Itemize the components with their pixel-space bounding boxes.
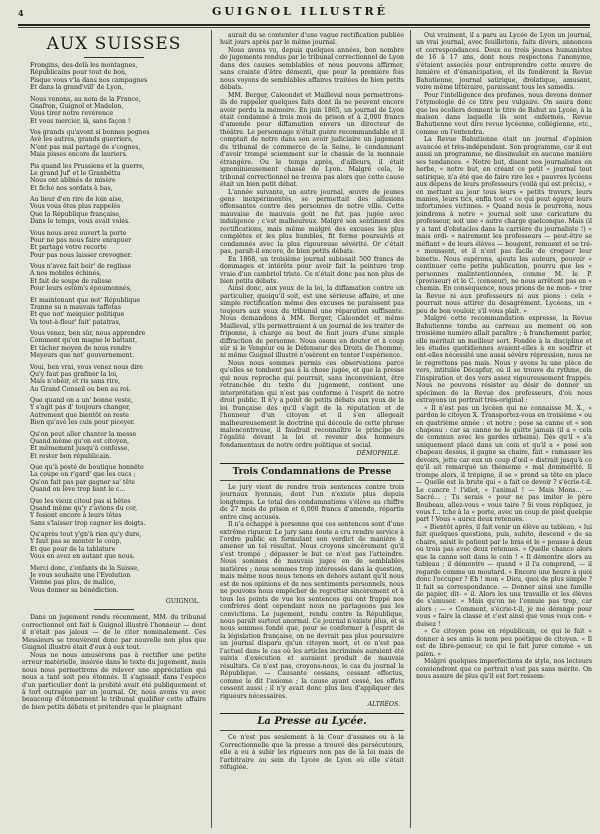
- poem-line: Vous n'avez fait boir' de reglisse: [30, 263, 132, 270]
- poem-stanza: [22, 364, 206, 394]
- poem-line: A nos mobiles échinés,: [30, 270, 102, 278]
- poem-line: Nous ont abîmés de misère: [30, 177, 116, 185]
- poem-line: Pisque vous v'la dans nos campagnes: [30, 76, 148, 84]
- poem-line: Vos grands qu'avont si bonnes pognes: [30, 129, 150, 136]
- poem-line: N'ont pas mal partagé de s'cognes,: [30, 143, 141, 151]
- poem-title: AUX SUISSES: [46, 34, 182, 54]
- poem-stanza: [22, 129, 206, 159]
- masthead-title: GUIGNOL ILLUSTRÉ: [212, 5, 388, 18]
- article-signature: DÉMOPHILE.: [356, 450, 400, 458]
- poem-line: Avè les autres, grands guerriers,: [30, 136, 133, 144]
- article-signature: ALTRÉOS.: [367, 700, 400, 708]
- poem-stanza: [22, 96, 206, 126]
- poem-line: Vous vous êtes plus rappelés: [30, 203, 121, 211]
- paragraph: MM. Berger, Caleondet et Mailleval nous permettrons-ils de rappeler quelques faits dont ils ne peuvent encore avoir perdu la mémoire. En juin 1865, un journal de Lyon était condamné à trois mois de prison et à 2,000 francs d'amende pour diffamation envers un directeur de théâtre. Le personnage n'était guère recommandable et il comptait de notre dans son avoir judiciaire un jugement du tribunal de commerce de la Seine, le condamnant d'avoir trompé sciemment sur le chassie de la monnaie étrangère. Ou le temps après, d'ailleurs, il était ignominieusement chassé de Lyon. Malgré cela, le tribunal correctionnel ne trouva pas alors que cette cause était un bien petit débat.: [220, 91, 404, 189]
- poem-line: Et rester bon républicain.: [30, 452, 112, 460]
- header-rule: [18, 24, 590, 26]
- poem-line: Pour leurs estôm's époumonnés,: [30, 285, 132, 293]
- poem-line: Bien qu'avè les cuis pour piceyer.: [30, 419, 136, 427]
- column-divider: [410, 30, 411, 828]
- poem-line: Y fesiont encore à leurs têtes: [30, 512, 122, 520]
- column-3: [416, 32, 592, 828]
- poem-line: Vienne pas plus, de malice,: [30, 579, 116, 587]
- paragraph: « Ce citoyen pose en républicain, ce qui le fait « donner à ses amis le nom peu poétique de citoyen. « Il est de libre-penseur, ce qui le fait jurer comme « un païen. »: [416, 628, 592, 658]
- poem-line: Et vous mercier, là, sans façon !: [30, 117, 131, 125]
- poem-line: Je vous souhaite une l'Evolution: [30, 571, 131, 579]
- poem-line: Le grand Juf' et le Granbêtta: [30, 169, 121, 177]
- column-2: [220, 32, 404, 828]
- paragraph: « Il n'est pas un lycéen qui ne connaisse M. X., « pardon le citoyen X. Transportez-vous en troisième « ou en quatrième année : et notre ; pose sa canne et « son chapeau : car sa canne ne le quitte jamais (il a « cela de commun avec les gardes urbains). Dès qu'il « s'a uniquement placé dans un coin et qu'il a « posé son chapeau dessus, il gagne sa chaire, fait « ramasser les devoirs, jette car eux un coup d'œil « distrait jusqu'à ce qu'il ait remarqué un thèmeme « mal dommérité. Il trompe alors, il trépigne, il se « prend sa tête en place — Quelle est la brute qui « a fait ce devoir ? s'écrie-t-il. Le cancre ! l'idiot, « l'animal ! — Mais Mons... — Sacré... ; Tu serais « pour ne pas imiter le père Boubeau, allez-vous « vous taire ? Si vous répliquez, je vous f... tche à la « porte, avec un coup de pied quelque part ! Vous « aurez deux retenues.: [416, 404, 592, 524]
- paragraph: Malgré quelques imperfections de style, nos lecteurs conviendront que ce portrait n'est pas sans mérite. On nous assure de plus qu'il est fort ressem-: [416, 658, 592, 680]
- poem-line: Quand on lève trop liant le c...: [30, 486, 126, 494]
- poem-line: Vous venez, ben sûr, nous apprendre: [30, 330, 146, 337]
- separator: [94, 609, 134, 610]
- paragraph: En 1868, un troisième journal subissait 500 francs de dommages et intérêts pour avoir fait la peinture trop vraie d'un cambriol triste. Ce n'était donc pas non plus de bien petits débats.: [220, 255, 404, 285]
- poem-line: Vous en avez en autant que nous.: [30, 553, 135, 561]
- poem-stanza: [22, 163, 206, 193]
- section-title-presse-lycee: La Presse au Lycée.: [220, 713, 404, 731]
- column-divider: [211, 30, 212, 828]
- poem-line: Au Grand Conseil ou ben au roi.: [30, 385, 131, 393]
- poem-line: Et mêmement jusqu'à confesse,: [30, 445, 130, 453]
- poem-line: Au lieur d'en rire de loin aise,: [30, 196, 124, 203]
- poem-line: Républicains pour tout de bon,: [30, 69, 127, 77]
- paragraph: Nous ne nous amusèrons pas à rectifier une petite erreur matérielle, insérée dans le texte du jugement, mais nous nous permettrons de relever une appréciation qui nous a tant soit peu étonnés. Il s'agissait dans l'espèce d'un particulier dont la probité avait été publiquement et à tort outragée par un journal. Or, nous avons vu avec beaucoup d'étonnement le tribunal qualifier cette affaire de bien petits débats et prétendre que le plaignant: [22, 651, 206, 711]
- paragraph: « Bientôt après, il fait venir un élève au tableau, « lui fait quelques questions, puis, subito, descend « de sa chaire, saisit le patient par le bras et le « pousse à deux ou trois pas avec deux retenues. « Quelle chance alors que la canne soit dans le coin ! « Il démontre alors au tableau ; il démontre — quand « il l'a comprend, — il regarde comme un moutard. « Encore une heure à quoi donc l'occuper ? Eh ! mon « Dieu, quoi de plus simple ? Il fait sa correspondance. — Donner ainsi une famille de papier, dit- « il. Alors les uns travaille et les élèves de s'amuser. « Mais qu'on ne l'ennuie pas trop, car alors : — « Comment, s'écrie-t-il, je me dérange pour vous « faire la classe et c'est ainsi que vous vous con- « duisez !: [416, 523, 592, 628]
- poem-line: Dans le temps, vous avait volés.: [30, 218, 131, 226]
- poem-line: Que les vieux citoul pas si bêtes: [30, 497, 131, 505]
- poem-line: Et que pour de la tablature: [30, 545, 116, 553]
- column-1: [22, 32, 206, 828]
- poem-stanza: [22, 464, 206, 494]
- poem-line: Comment qu'on magne le battant,: [30, 337, 138, 345]
- poem-line: Qu'on fait pas par gagner sa' tête: [30, 478, 136, 486]
- paragraph: Le jury vient de rendre trois sentences contre trois journaux lyonnais, dont l'un n'existe plus depuis longtemps. Le total des condamnations s'élève au chiffre de 27 mois de prison et 6,000 francs d'amende, répartis entre cinq accusés.: [220, 483, 404, 521]
- paragraph: aurait du se contenter d'une vague rectification publiée huit jours après par le même journal.: [220, 32, 404, 47]
- poem-line: Qu'y faut pas grafiner la loi,: [30, 370, 119, 378]
- poem-stanza: [22, 330, 206, 360]
- paragraph: L'année suivante, un autre journal, œuvre de jeunes gens inexpérimentés, se permettait des allusions offensantes contre des personnes de notre ville. Cette mauvaise de mauvais goût ne fut pas jugée avec indulgence ; c'est malheureux. Malgré son sentiment des rectifications, mais même malgré des excuses les plus complètes et les plus humbles, fit ferme poursuivis et condamnés avec la plus rigoureuse sévérité. Or c'était pas, paraît-il encore, de bien petits débats.: [220, 188, 404, 256]
- poem-line: Mais n'obéir, et ris sans rire,: [30, 378, 121, 386]
- poem-stanza: [22, 498, 206, 528]
- poem-line: Pour pas nous laisser crevogner.: [30, 251, 132, 259]
- poem-line: Que qu'à posté de boutique honnête: [30, 464, 144, 471]
- poem-line: Quand même qu'on est citoyen,: [30, 437, 130, 445]
- article-condamnations: [220, 484, 404, 700]
- poem-line: Et partagé votre recorte: [30, 244, 107, 252]
- poem-line: Mais pisses encore de lauriers.: [30, 151, 128, 159]
- paragraph: Ce n'est pas seulement à la Cour d'assises ou à la Correctionnelle que la presse a trouvé des persécuteurs, elle a eu à subir les rigueurs non pas de la loi mais de l'arbitraire au sein du Lycée de Lyon où elle s'était réfugiée.: [220, 734, 404, 772]
- poem-line: Nous venons, au nom de la France,: [30, 95, 141, 103]
- poem-line: Que quand on a un' bonne veste,: [30, 397, 133, 404]
- poem-line: Y s'agit pas d' toujours changer,: [30, 404, 131, 412]
- article-jugement: [22, 614, 206, 711]
- article-jugement-continued: [220, 32, 404, 449]
- poem-stanza: [22, 297, 206, 327]
- poem-line: Sans s'laisser trop cagner les doigts.: [30, 519, 146, 527]
- poem-line: Y faut pas se monter le coup,: [30, 538, 122, 546]
- header-rule-thin: [18, 27, 590, 28]
- poem-stanza: [22, 397, 206, 427]
- poem-stanza: [22, 62, 206, 92]
- poem-line: Tranne su n mauvais taffetas: [30, 303, 121, 311]
- article-presse-lycee: [220, 734, 404, 771]
- poem-stanza: [22, 565, 206, 595]
- poem-line: Merci donc, z'enfants de la Suisse,: [30, 564, 140, 572]
- title-rule: [84, 57, 144, 58]
- poem-line: Autrement que bientôt on reste: [30, 411, 129, 419]
- poem-line: Pis quand les Prussiens et la guerre,: [30, 162, 145, 170]
- poem-line: Vous nous avez ouvert la porte: [30, 229, 127, 237]
- poem-line: Frongins, des-delà les montagnes,: [30, 62, 138, 69]
- poem-line: Pour ne pas nous faire enrapuer: [30, 236, 132, 244]
- poem-line: La coupe on r'gard' que les cucs ;: [30, 471, 136, 479]
- poem-line: Vous donner sa bénédiction.: [30, 586, 119, 594]
- poem-line: Et fait de soupe de ralisse: [30, 277, 112, 285]
- poem-stanza: [22, 263, 206, 293]
- poem-stanza: [22, 531, 206, 561]
- paragraph: Nous nous sommes permis ces observations parce qu'elles se tombent pas à la chose jugée, et que la presse qui nous reproche qui pourrait, sans inconvénient, être retranchée du texte du jugement, contient une interprétation qui n'est pas conforme à l'esprit de notre droit public. Il n'y a point de petits débats aux yeux de la loi française dès qu'il s'agit de la réputation et de l'honneur d'un citoyen et il s'en allegeait malheureusement le doctrine qui découle de cette phrase malencontreuse, il faudrait reconnaître le principe de l'égalité devant la loi et revenir des honneurs fondamentaux de notre ordre politique et social.: [220, 359, 404, 449]
- paragraph: Ainsi donc, aux yeux de la loi, la diffamation contre un particulier, quoiqu'il soit, est une sérieuse affaire, et une simple rectification même des excuses ne paraissent pas toujours aux yeux du tribunal une réparation suffisante. Nous demandons à MM. Berger, Caleondet et même Mailleval, s'ils permettraient à un journal de les traiter de friponne, à charge au bout de huit jours d'une simple diffraction de personne. Nous osons en douter et à coup sûr si le Vengeur ou le Défenseur des Droits de l'homme, ni même Guignol illustré n'osèrent en tenter l'expérience.: [220, 285, 404, 360]
- poem-stanza: [22, 230, 206, 260]
- section-title-condamnations: Trois Condamnations de Presse: [220, 463, 404, 481]
- poem-line: Et que not' meiquier politique: [30, 311, 125, 319]
- paragraph: La Revue Bahutienne était un journal d'opinion avancée et très-indépendant. Son programme, car il eut aussi un programme, ne dissimulait en aucune manière ses tendances. « Notre but, disent nos journalistes en herbe, « notre but, en créant ce petit « journal tout satirique, n'a été que de faire rire les « pauvres lycéens aux dépens de leurs professeurs (voilà qui est précis), « en mettant au jour tous leurs « petits travers, leurs manies, leurs tics, enfin tout « ce qui peut égayer leurs infortunées victimes. « Quand nous le pourrons, nous joindrons à notre « journal soit une caricature du professeur, soit une « autre charge quelconque. Mais (il y a tant d'obstacles dans la carrière du journaliste !) « mais ordi- « nairement les professeurs — peut-être se méfiant « de leurs élèves — bougent, remuent et se tré- « moussent, et il n'est pas facile de croquer leur binette. Nous espérons, ajouts les auteurs, pouvoir « continuer cette petite publication, pourvu que les « personnes malintentionnées, comme M. le P. (proviseur) et le C. (censeur), ne nous arrêtent pas en « chemin. En conséquence, nous prions de ne mon- « trer la Revue ni aux professeurs ni aux pions : cela « pourrait nous attirer du désagrément. Lycéens, un « peu de bon vouloir, s'il vous plaît. »: [416, 136, 592, 315]
- poem-line: Meyeurs que not' gouvernement.: [30, 352, 135, 360]
- poem-line: Et dans la grand'vill' de Lyon,: [30, 84, 124, 92]
- poem-line: Gnafron, Guignol et Madelon,: [30, 102, 124, 110]
- paragraph: Malgré cette recommandation expresse, la Revue Bahutienne tomba au carreau au moment où son troisième numéro allait paraître ; à franchement parler, elle méritait un meilleur sort. Fondée à la discipline et les études quotidiennes avaient-elles à en souffrir et ont-elles nécessité une aussi sévère répression, nous ne le regrettons pas mais. Nous y avons lu une pièce de vers, intitulée Décapfur, où il se trouve du rythme, de l'inspiration et des vers assez vigoureusement frappés. Nous ne pouvons résister au désir de donner un spécimen de la Revue des professeurs, d'où nous extrayons un portrait très-original :: [416, 315, 592, 405]
- paragraph: Nous avons vu, depuis quelques années, bon nombre de jugements rendus par le tribunal correctionnel de Lyon dans des causes semblables et nous pouvons affirmer, sans crainte d'être démenti, que pour la première fois nous voyons de semblables affaires traitées de bien petits débats.: [220, 46, 404, 92]
- poem-stanza: [22, 431, 206, 461]
- poem-line: Vous tirer notre revérence: [30, 110, 114, 118]
- poem-line: Et fiché nos sordats à bas,: [30, 184, 113, 192]
- paragraph: Dans un jugement rendu récemment, MM. du tribunal correctionnel ont fait à Guignol illustré l'honneur — dont il n'était pas jaloux — de le citer nominalement. Ces Messieurs se trouvèrent donc par nouvelle non plus que Guignol illustré était d'eux à eux tout.: [22, 614, 206, 652]
- poem-line: Et maintenant que not' République: [30, 296, 140, 304]
- poem-stanza: [22, 196, 206, 226]
- poem-line: Voui, ben vrai, vous venez nous dire: [30, 363, 143, 371]
- poem-line: Et tâcher moyen de nous rendre: [30, 344, 132, 352]
- poem-line: Va tout-à-fleur' fait' patatras,: [30, 318, 121, 326]
- running-header: [0, 2, 600, 24]
- paragraph: Oui vraiment, il a paru au Lycée de Lyon un journal, un vrai journal, avec feuilletons, faits divers, annonces et correspondances. Deux ou trois jeunes humanistes de 16 à 17 ans, dont nous respectons l'anonyme, s'étaient associés pour entreprendre cette œuvre de lumière et d'émancipation, et ils fondèrent la Revue Bahutienne, journal satirique, drolatique, amusant, voire même littéraire, paraissant tous les samedis.: [416, 32, 592, 92]
- paragraph: Il n'a échappé à personne que ces sentences sont d'une extrême rigueur. Le jury sans doute a cru rendre service à l'ordre public en formulant son verdict de manière à amener un tel résultat. Nous croyons sincèrement qu'il s'est trompé ; dépasser le but ce n'est pas l'atteindre. Nous sommes de mauvais juges en de semblables matières ; nous sommes trop intéressés dans la question, mais même nous nous tenons en dehors autant qu'il nous est de nos opinions et de nos sentiments personnels, nous ne pouvons nous empêcher de regretter sincèrement et à tous les points de vue les sentences qui ont frappé nos confrères dont cependant nous ne partageons pas les convictions. Le jugement, rendu contre la République, nous paraît surtout anormal. Ce journal n'existe plus, et si nous sommes fondé que, pour se conformer à l'esprit de la législation française, on ne devrait pas plus poursuivre un journal disparu qu'un citoyen mort, et ce n'est pas l'actuel dans le cas où les articles incriminés auraient été suivis d'exécution et auraient produit de mauvais résultats. Ce n'est pas, croyons-nous, le cas du journal la République. — Causante cessans, cessant effectus, comme le dit l'axiome ; la cause ayant cessé, les effets cessent aussi ; il n'y avait donc plus lieu d'appliquer des rigueurs nécessaires.: [220, 521, 404, 700]
- poem-line: Qu'on peut aller chanter la messe: [30, 430, 137, 438]
- article-presse-lycee-continued: [416, 32, 592, 680]
- poem-line: Qu'après tout y'gn'à rien qu'y dure,: [30, 531, 142, 538]
- paragraph: Pour l'intelligence des profanes, nous devons donner l'étymologie de ce titre peu vulgaire. On saura donc que les écoliers donnent le titre de Bahut au Lycée, à la maison dans laquelle ils sont enfermés. Revue Bahutienne veut dire revue lycéenne, collégienne, etc., comme on l'entendra.: [416, 91, 592, 136]
- page-number-left: 4: [18, 8, 24, 18]
- poem-signature: GUIGNOL.: [165, 598, 200, 605]
- poem-body: [22, 62, 206, 594]
- poem-line: Quand même qu'y z'avions du cor,: [30, 504, 138, 512]
- poem-line: Que la République française,: [30, 210, 121, 218]
